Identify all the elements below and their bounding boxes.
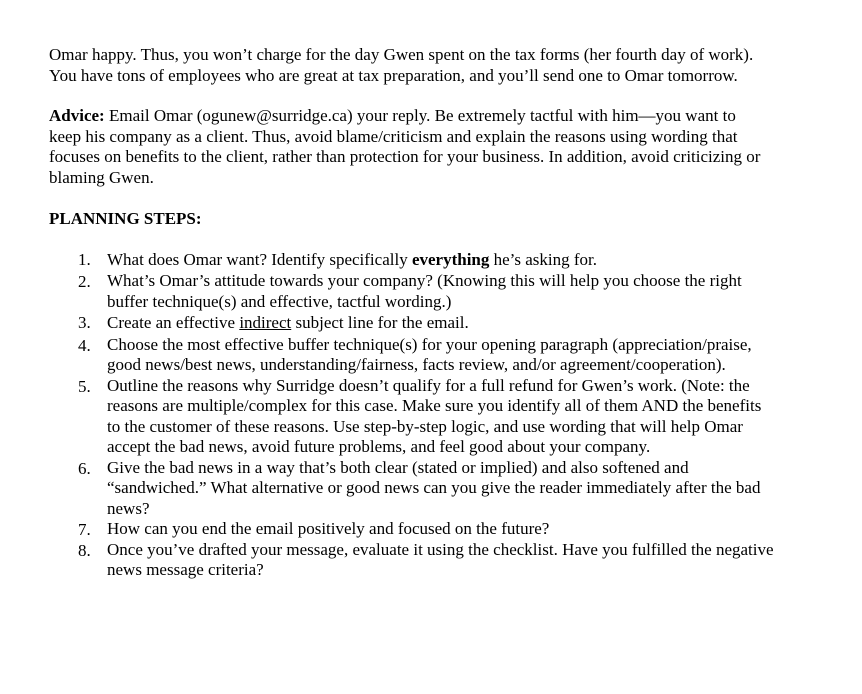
step-text-part: What does Omar want? Identify specifically xyxy=(107,249,412,269)
list-item xyxy=(49,519,829,540)
advice-text: Email Omar (ogunew@surridge.ca) your reply. Be extremely tactful with him—you want to keep his company as a client. Thus, avoid blame/criticism and explain the reasons using wording that focuses on benefits to the client, rather than protection for your business. In addition, avoid criticizing or blaming Gwen. xyxy=(49,106,761,187)
step-emphasis: everything xyxy=(411,249,490,269)
step-text: Once you’ve drafted your message, evaluate it using the checklist. Have you fulfilled the negative news message criteria? xyxy=(107,539,774,580)
step-number: 7. xyxy=(78,520,91,540)
list-item xyxy=(49,271,829,312)
intro-line-2: You have tons of employees who are great at tax preparation, and you’ll send one to Omar tomorrow. xyxy=(49,65,738,85)
step-text-part: he’s asking for. xyxy=(489,249,598,269)
step-number: 6. xyxy=(78,458,91,478)
list-item xyxy=(49,458,829,520)
list-item xyxy=(49,312,829,335)
step-text: How can you end the email positively and focused on the future? xyxy=(107,519,550,539)
step-number: 5. xyxy=(78,376,91,396)
step-text: What’s Omar’s attitude towards your company? (Knowing this will help you choose the right buffer technique(s) and effective, tactful wording.) xyxy=(107,271,742,311)
step-text: Give the bad news in a way that’s both clear (stated or implied) and also softened and “sandwiched.” What alternative or good news can you give the reader immediately after the bad news? xyxy=(107,457,761,518)
intro-line-1: Omar happy. Thus, you won’t charge for the day Gwen spent on the tax forms (her fourth day of work). xyxy=(49,45,754,64)
step-text-part: Create an effective xyxy=(107,313,240,333)
list-item xyxy=(49,376,829,458)
intro-paragraph xyxy=(49,45,829,86)
step-text: Outline the reasons why Surridge doesn’t qualify for a full refund for Gwen’s work. (Note: the reasons are multiple/complex for this case. Make sure you identify all of them AND the benefits to the customer of these reasons. Use step-by-step logic, and use wording that will help Omar accept the bad news, avoid future problems, and feel good about your company. xyxy=(107,375,762,457)
step-number: 2. xyxy=(78,272,91,292)
list-item xyxy=(49,335,829,376)
advice-paragraph xyxy=(49,106,829,188)
step-number: 1. xyxy=(78,249,91,269)
list-item xyxy=(49,540,829,581)
step-number: 3. xyxy=(78,313,91,333)
step-text xyxy=(107,250,597,269)
advice-label: Advice: xyxy=(49,106,105,125)
planning-steps-heading: PLANNING STEPS: xyxy=(49,209,202,228)
list-item xyxy=(49,249,829,272)
step-text: Choose the most effective buffer technique(s) for your opening paragraph (appreciation/praise, good news/best news, understanding/fairness, facts review, and/or agreement/cooperation). xyxy=(107,334,752,375)
step-text xyxy=(107,313,469,332)
step-text-part: subject line for the email. xyxy=(291,313,469,333)
step-underlined-word: indirect xyxy=(239,313,292,333)
document-page xyxy=(49,45,829,581)
planning-steps-list xyxy=(49,249,829,581)
step-number: 4. xyxy=(78,335,91,355)
step-number: 8. xyxy=(78,540,91,560)
